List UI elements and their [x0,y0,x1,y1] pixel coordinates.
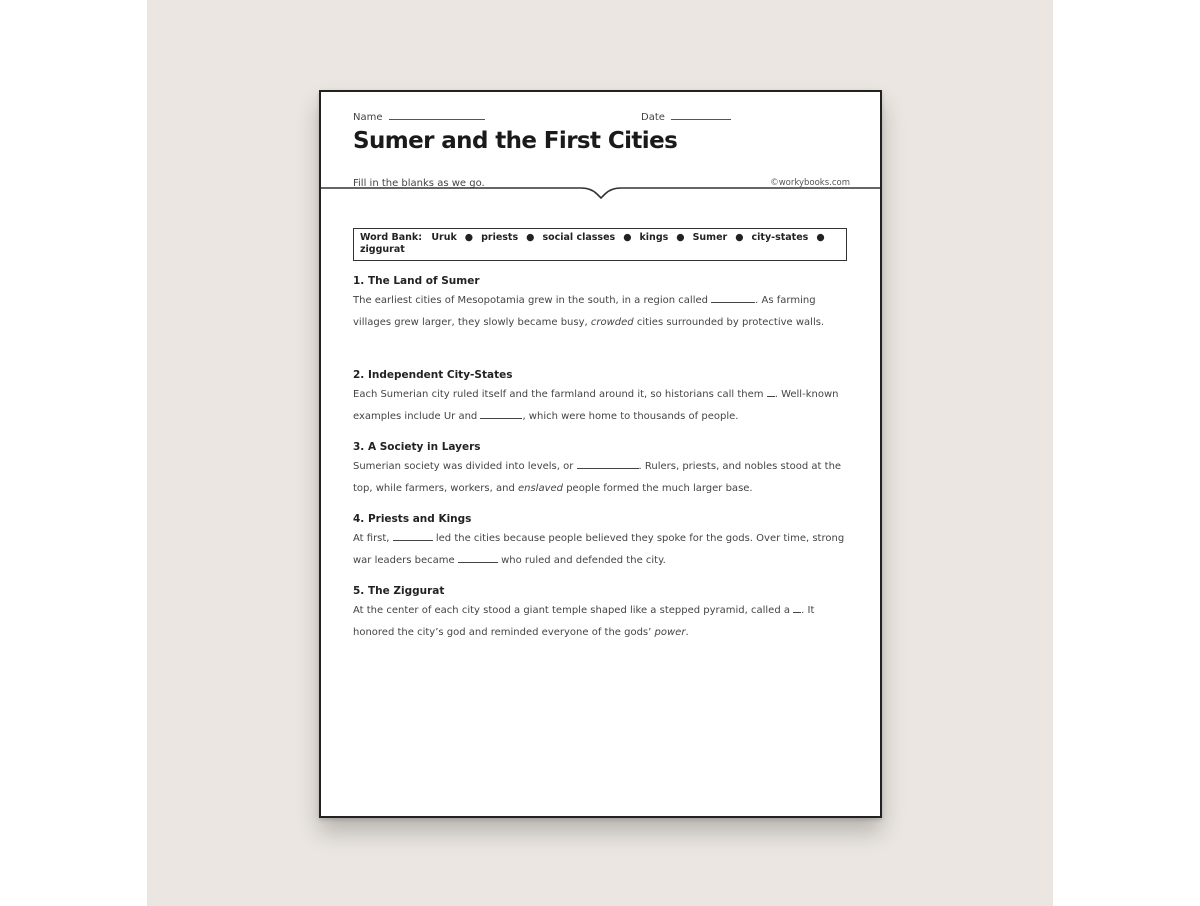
bullet-icon: ● [526,232,535,243]
instructions: Fill in the blanks as we go. [353,178,485,189]
emphasis-text: enslaved [517,482,564,494]
bullet-icon: ● [735,232,744,243]
answer-blank[interactable] [393,530,433,541]
date-blank[interactable] [671,110,731,120]
section-ziggurat [353,584,853,643]
header-divider [321,186,880,206]
date-label: Date [641,112,665,123]
word-bank-word: kings [639,232,669,243]
answer-blank[interactable] [480,408,522,419]
section-text: At the center of each city stood a giant temple shaped like a stepped pyramid, called a . It honored the city’s god and reminded everyone of the gods’ power. [353,600,853,643]
date-field[interactable] [641,110,731,123]
answer-blank[interactable] [793,602,801,613]
bullet-icon: ● [676,232,685,243]
answer-blank[interactable] [767,386,775,397]
section-heading: 5. The Ziggurat [353,585,445,597]
section-heading: 2. Independent City-States [353,369,513,381]
bullet-icon: ● [464,232,474,243]
section-text: The earliest cities of Mesopotamia grew in the south, in a region called . As farming villages grew larger, they slowly became busy, crowded cities surrounded by protective walls. [353,290,853,333]
worksheet-page [319,90,882,818]
bullet-icon: ● [623,232,632,243]
section-independent-city-states [353,368,853,427]
section-heading: 1. The Land of Sumer [353,275,480,287]
answer-blank[interactable] [577,458,639,469]
answer-blank[interactable] [458,552,498,563]
word-bank [353,228,847,261]
section-land-of-sumer [353,274,853,333]
word-bank-word: ziggurat [360,244,405,255]
section-priests-and-kings [353,512,853,571]
word-bank-word: priests [481,232,519,243]
name-field[interactable] [353,110,485,123]
word-bank-label: Word Bank: [360,232,422,243]
copyright: ©workybooks.com [770,178,850,188]
section-text: At first, led the cities because people believed they spoke for the gods. Over time, strong war leaders became who ruled and defended the city. [353,528,853,571]
name-label: Name [353,112,383,123]
section-heading: 4. Priests and Kings [353,513,472,525]
name-blank[interactable] [389,110,485,120]
emphasis-text: crowded [590,316,634,328]
section-text: Each Sumerian city ruled itself and the farmland around it, so historians call them . Well-known examples include Ur and , which were home to thousands of people. [353,384,853,427]
word-bank-word: Sumer [692,232,728,243]
word-bank-word: social classes [542,232,616,243]
bullet-icon: ● [816,232,825,243]
section-heading: 3. A Society in Layers [353,441,481,453]
word-bank-word: city-states [751,232,809,243]
word-bank-word: Uruk [431,232,457,243]
section-text: Sumerian society was divided into levels, or . Rulers, priests, and nobles stood at the top, while farmers, workers, and enslaved people formed the much larger base. [353,456,853,499]
emphasis-text: power [654,626,686,638]
answer-blank[interactable] [711,292,755,303]
worksheet-title: Sumer and the First Cities [353,128,678,154]
section-society-in-layers [353,440,853,499]
